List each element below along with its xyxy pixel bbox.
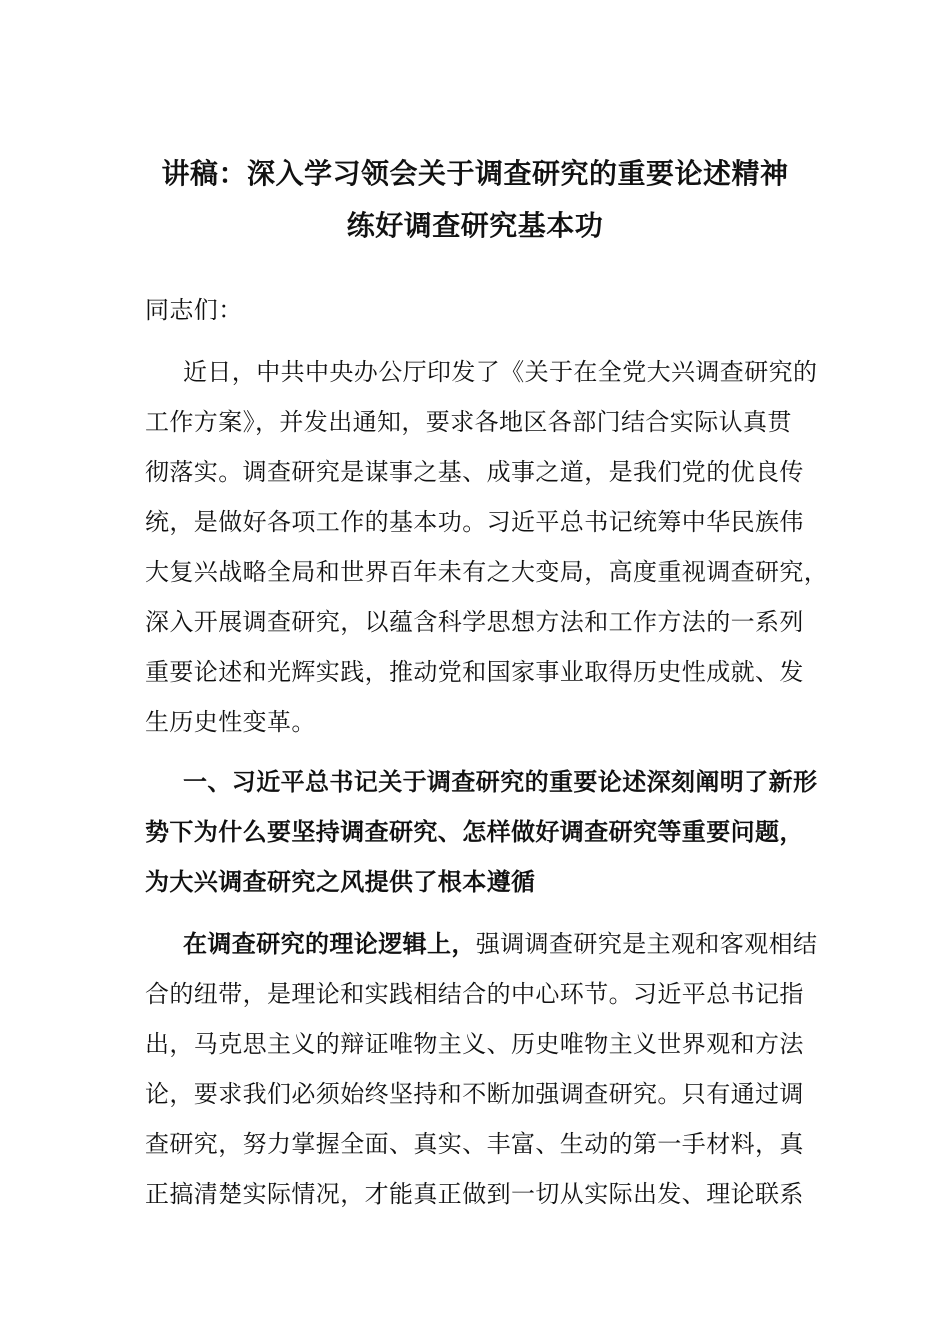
paragraph2-line: 查研究，努力掌握全面、真实、丰富、生动的第一手材料，真 <box>145 1130 804 1158</box>
paragraph2-line: 合的纽带，是理论和实践相结合的中心环节。习近平总书记指 <box>145 980 804 1008</box>
paragraph1-line: 彻落实。调查研究是谋事之基、成事之道，是我们党的优良传 <box>145 458 804 486</box>
paragraph1-line: 生历史性变革。 <box>145 708 316 736</box>
paragraph2-line: 正搞清楚实际情况，才能真正做到一切从实际出发、理论联系 <box>145 1180 804 1208</box>
paragraph1-line: 大复兴战略全局和世界百年未有之大变局，高度重视调查研究， <box>145 558 829 586</box>
paragraph1-line: 重要论述和光辉实践，推动党和国家事业取得历史性成就、发 <box>145 658 804 686</box>
paragraph2-lead: 在调查研究的理论逻辑上， <box>183 930 476 958</box>
paragraph2-line: 论，要求我们必须始终坚持和不断加强调查研究。只有通过调 <box>145 1080 804 1108</box>
section-heading-line: 为大兴调查研究之风提供了根本遵循 <box>145 868 536 896</box>
paragraph2-first-line <box>183 926 817 962</box>
paragraph1-line: 工作方案》，并发出通知，要求各地区各部门结合实际认真贯 <box>145 408 792 436</box>
document-title-line-2: 练好调查研究基本功 <box>346 209 604 242</box>
paragraph1-line: 近日，中共中央办公厅印发了《关于在全党大兴调查研究的 <box>183 358 818 386</box>
paragraph1-line: 统，是做好各项工作的基本功。习近平总书记统筹中华民族伟 <box>145 508 804 536</box>
document-title-line-1: 讲稿：深入学习领会关于调查研究的重要论述精神 <box>161 157 789 190</box>
section-heading-line: 势下为什么要坚持调查研究、怎样做好调查研究等重要问题， <box>145 818 804 846</box>
paragraph2-first-rest: 强调调查研究是主观和客观相结 <box>475 930 818 958</box>
section-heading-line: 一、习近平总书记关于调查研究的重要论述深刻阐明了新形 <box>183 768 818 796</box>
paragraph1-line: 深入开展调查研究，以蕴含科学思想方法和工作方法的一系列 <box>145 608 804 636</box>
salutation: 同志们： <box>145 296 243 324</box>
paragraph2-line: 出，马克思主义的辩证唯物主义、历史唯物主义世界观和方法 <box>145 1030 804 1058</box>
